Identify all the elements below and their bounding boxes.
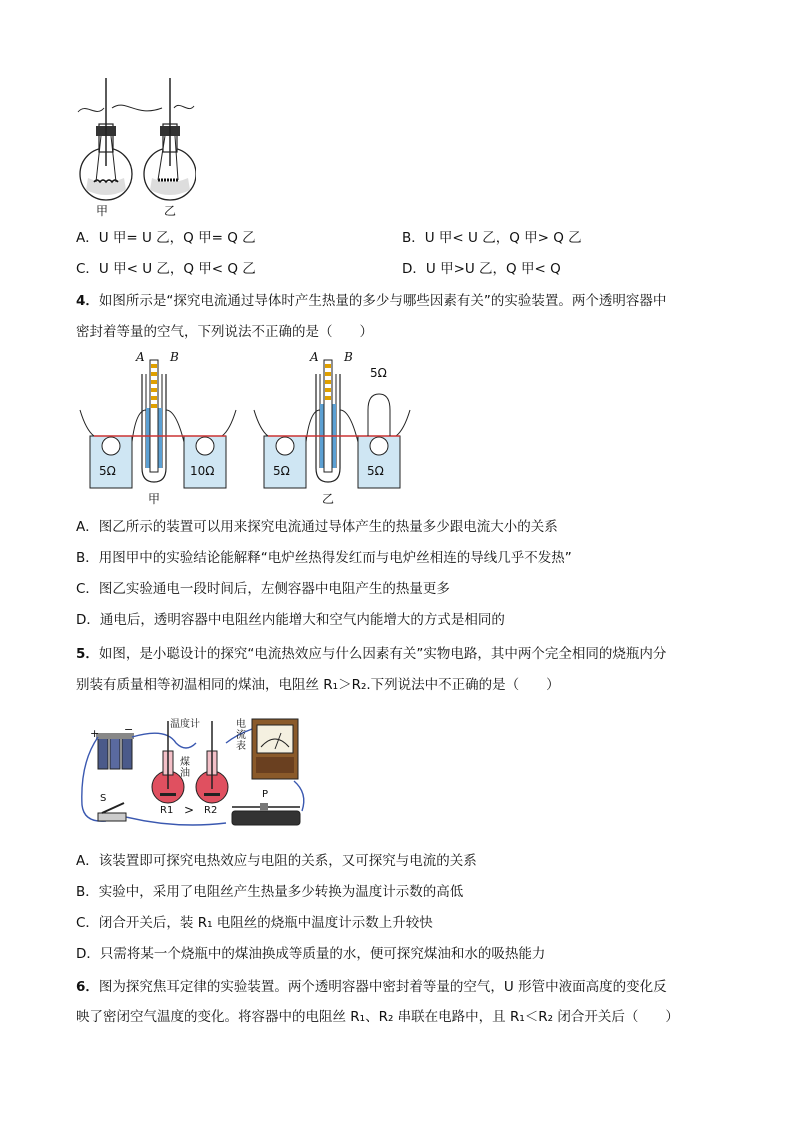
flask-r2 — [196, 721, 228, 803]
q4-stem-line1 — [76, 292, 666, 310]
caption-yi: 乙 — [322, 492, 335, 506]
q3-option-d[interactable]: D．U 甲>U 乙，Q 甲< Q — [402, 261, 561, 277]
ammeter-label: 电流表 — [236, 719, 246, 752]
resistor-label-5ohm-right2: 5Ω — [367, 464, 384, 478]
r2-label: R2 — [204, 805, 218, 816]
q6-stem-line2: 映了密闭空气温度的变化。将容器中的电阻丝 R₁、R₂ 串联在电路中，且 R₁＜R₂ 闭合开关后（ ） — [76, 1009, 679, 1025]
switch-label: S — [100, 793, 107, 804]
resistor-label-10ohm: 10Ω — [190, 464, 215, 478]
q3-option-a[interactable]: A．U 甲= U 乙，Q 甲= Q 乙 — [76, 230, 256, 246]
q4-number: 4． — [76, 293, 99, 309]
q5-stem-text1: 如图，是小聪设计的探究“电流热效应与什么因素有关”实物电路，其中两个完全相同的烧瓶内分 — [98, 646, 667, 662]
battery-plus-label: + — [90, 727, 100, 740]
joule-apparatus-figure — [76, 350, 416, 508]
q5-option-c[interactable]: C．闭合开关后，装 R₁ 电阻丝的烧瓶中温度计示数上升较快 — [76, 915, 433, 931]
q5-stem-line2: 别装有质量相等初温相同的煤油，电阻丝 R₁＞R₂.下列说法中不正确的是（ ） — [76, 677, 560, 693]
q3-option-b[interactable]: B．U 甲< U 乙，Q 甲> Q 乙 — [402, 230, 582, 246]
ammeter — [252, 719, 298, 779]
heat-effect-circuit-figure — [76, 713, 312, 833]
q5-option-a[interactable]: A．该装置即可探究电热效应与电阻的关系，又可探究与电流的关系 — [76, 853, 477, 869]
rheostat — [232, 803, 300, 825]
thermometer-label: 温度计 — [170, 719, 200, 730]
q4-stem-text1: 如图所示是“探究电流通过导体时产生热量的多少与哪些因素有关”的实验装置。两个透明容器中 — [98, 293, 667, 309]
tube-label-a-left: A — [136, 350, 145, 364]
resistor-label-5ohm-right1: 5Ω — [273, 464, 290, 478]
q4-option-d[interactable]: D．通电后，透明容器中电阻丝内能增大和空气内能增大的方式是相同的 — [76, 612, 505, 628]
battery-minus-label: − — [124, 723, 134, 736]
tube-label-b-right: B — [344, 350, 353, 364]
r1-label: R1 — [160, 805, 174, 816]
q4-option-b[interactable]: B．用图甲中的实验结论能解释“电炉丝热得发红而与电炉丝相连的导线几乎不发热” — [76, 550, 572, 566]
q6-stem-text1: 图为探究焦耳定律的实验装置。两个透明容器中密封着等量的空气，U 形管中液面高度的变化反 — [98, 979, 667, 995]
q5-stem-line1 — [76, 645, 666, 663]
flasks-drawing — [76, 74, 196, 218]
joule-apparatus-drawing — [76, 350, 416, 508]
switch — [98, 803, 126, 821]
tube-label-a-right: A — [310, 350, 319, 364]
flasks-figure — [76, 74, 196, 218]
q4-option-c[interactable]: C．图乙实验通电一段时间后，左侧容器中电阻产生的热量更多 — [76, 581, 450, 597]
flask-label-right: 乙 — [164, 204, 177, 218]
q5-option-b[interactable]: B．实验中，采用了电阻丝产生热量多少转换为温度计示数的高低 — [76, 884, 464, 900]
q4-option-a[interactable]: A．图乙所示的装置可以用来探究电流通过导体产生的热量多少跟电流大小的关系 — [76, 519, 558, 535]
rheostat-label: P — [262, 789, 269, 800]
resistor-label-5ohm-left: 5Ω — [99, 464, 116, 478]
q6-number: 6． — [76, 979, 99, 995]
kerosene-label: 煤油 — [180, 757, 190, 779]
q5-number: 5． — [76, 646, 99, 662]
q4-stem-line2: 密封着等量的空气，下列说法不正确的是（ ） — [76, 324, 373, 340]
resistor-label-5ohm-parallel: 5Ω — [370, 366, 387, 380]
q6-stem-line1 — [76, 978, 667, 996]
greater-than-label: > — [184, 803, 195, 817]
tube-label-b-left: B — [170, 350, 179, 364]
caption-jia: 甲 — [148, 492, 161, 506]
battery — [96, 733, 134, 769]
q5-option-d[interactable]: D．只需将某一个烧瓶中的煤油换成等质量的水，便可探究煤油和水的吸热能力 — [76, 946, 546, 962]
q3-option-c[interactable]: C．U 甲< U 乙，Q 甲< Q 乙 — [76, 261, 256, 277]
flask-label-left: 甲 — [96, 204, 109, 218]
